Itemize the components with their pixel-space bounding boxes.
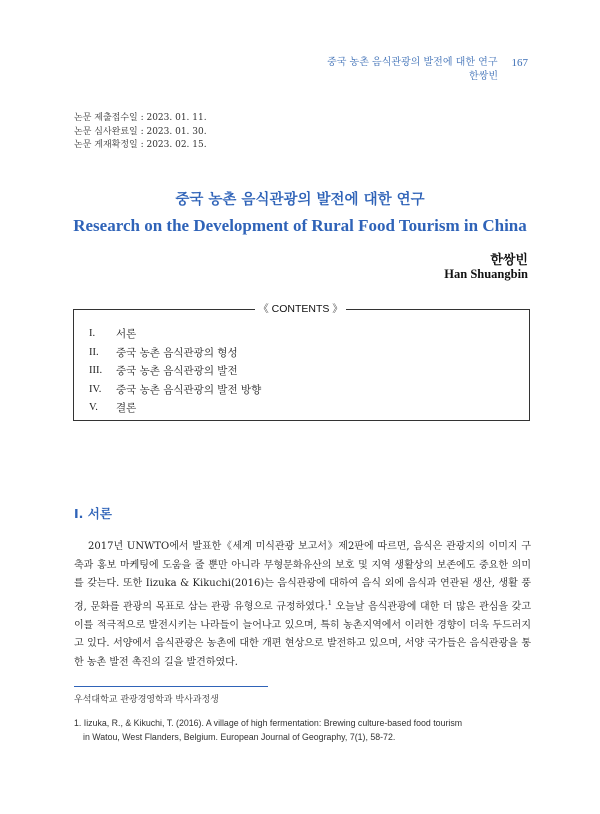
footnote xyxy=(74,716,534,744)
paragraph-text-after-note: 오늘날 음식관광에 대한 더 많은 관심을 갖고 이를 적극적으로 발전시키는 나라들이 늘어나고 있으며, 특히 농촌지역에서 이러한 경향이 더욱 두드러지고 있다. 서양에서 음식관광은 농촌에 대한 개편 현상으로 발전하고 있으며, 서양 국가들은 음식관광을 통한 농촌 발전 촉진의 길을 발견하였다. xyxy=(74,601,531,668)
toc-item-number: V. xyxy=(89,402,98,413)
footnote-line-2: in Watou, West Flanders, Belgium. European Journal of Geography, 7(1), 58-72. xyxy=(83,732,396,742)
toc-item xyxy=(89,381,261,400)
table-of-contents xyxy=(89,325,261,418)
toc-item xyxy=(89,399,261,418)
toc-item-number: I. xyxy=(89,328,96,339)
toc-item-label: 중국 농촌 음식관광의 형성 xyxy=(116,346,238,359)
toc-item-number: IV. xyxy=(89,383,102,395)
introduction-paragraph xyxy=(74,538,531,672)
running-head-author: 한쌍빈 xyxy=(469,71,498,82)
page-number: 167 xyxy=(511,57,528,69)
contents-heading: 《 CONTENTS 》 xyxy=(258,303,343,315)
toc-item-label: 중국 농촌 음식관광의 발전 방향 xyxy=(116,383,262,396)
title-english: Research on the Development of Rural Food Tourism in China xyxy=(73,216,527,235)
toc-item-label: 중국 농촌 음식관광의 발전 xyxy=(116,365,238,377)
toc-item xyxy=(89,344,261,363)
toc-item-number: II. xyxy=(89,346,99,358)
date-accepted: 논문 게재확정일 : 2023. 02. 15. xyxy=(74,140,207,150)
author-affiliation: 우석대학교 관광경영학과 박사과정생 xyxy=(74,695,219,705)
toc-item-number: III. xyxy=(89,365,103,376)
running-head-title: 중국 농촌 음식관광의 발전에 대한 연구 xyxy=(327,57,498,68)
footnote-divider xyxy=(74,686,268,687)
running-head xyxy=(327,56,528,84)
toc-item xyxy=(89,325,261,344)
toc-item xyxy=(89,362,261,381)
title-korean: 중국 농촌 음식관광의 발전에 대한 연구 xyxy=(175,192,425,208)
paragraph-text-before-note: 2017년 UNWTO에서 발표한《세계 미식관광 보고서》제2판에 따르면, 음식은 관광지의 이미지 구축과 홍보 마케팅에 도움을 줄 뿐만 아니라 무형문화유산의 보호 및 지역 생활상의 보존에도 중요한 의미를 갖는다. 또한 Iizuka & Kikuchi(2016)는 음식관광에 대하여 음식 외에 음식과 연관된 생산, 생활 풍경, 문화를 관광의 목표로 삼는 관광 유형으로 규정하였다. xyxy=(74,541,531,613)
toc-item-label: 결론 xyxy=(116,402,137,414)
section-heading-introduction: I. 서론 xyxy=(74,506,112,521)
date-reviewed: 논문 심사완료일 : 2023. 01. 30. xyxy=(74,126,207,137)
date-submitted: 논문 제출접수일 : 2023. 01. 11. xyxy=(74,113,207,123)
toc-item-label: 서론 xyxy=(116,328,137,340)
author-english: Han Shuangbin xyxy=(444,267,528,281)
footnote-marker[interactable]: 1 xyxy=(327,598,332,607)
submission-dates xyxy=(74,112,207,153)
footnote-line-1: 1. Iizuka, R., & Kikuchi, T. (2016). A village of high fermentation: Brewing culture-based food tourism xyxy=(74,718,463,728)
author-korean: 한쌍빈 xyxy=(490,253,528,268)
